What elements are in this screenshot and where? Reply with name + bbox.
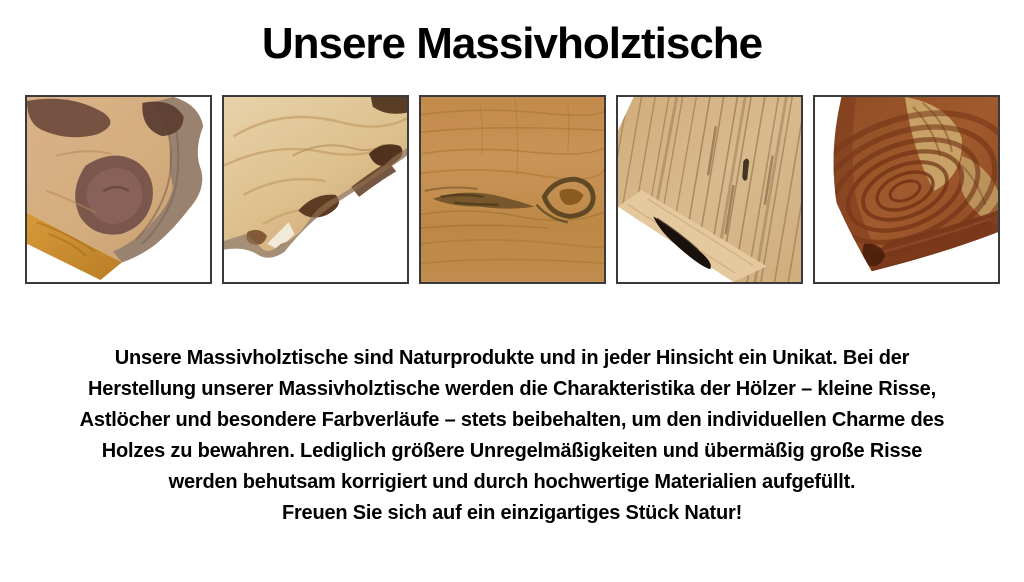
- description-line-1: Unsere Massivholztische sind Naturprodukte und in jeder Hinsicht ein Unikat. Bei der: [114, 347, 910, 369]
- wood-image-1: [25, 95, 212, 284]
- description-line-3: Astlöcher und besondere Farbverläufe – stets beibehalten, um den individuellen Charme des: [79, 409, 945, 431]
- description-line-6: Freuen Sie sich auf ein einzigartiges Stück Natur!: [281, 502, 743, 524]
- wood-image-4: [616, 95, 803, 284]
- product-info-page: [0, 16, 1024, 582]
- description-text: [0, 343, 1024, 529]
- page-title: Unsere Massivholztische: [261, 19, 763, 68]
- image-gallery: [0, 95, 1024, 284]
- description-line-4: Holzes zu bewahren. Lediglich größere Unregelmäßigkeiten und übermäßig große Risse: [101, 440, 923, 462]
- wood-image-5: [813, 95, 1000, 284]
- wood-corner-rosewood-photo: [815, 97, 998, 282]
- description-line-2: Herstellung unserer Massivholztische werden die Charakteristika der Hölzer – kleine Risse,: [88, 378, 936, 400]
- wood-image-2: [222, 95, 409, 284]
- wood-rough-sawn-crack-photo: [618, 97, 801, 282]
- wood-live-edge-light-photo: [224, 97, 407, 282]
- wood-grain-closeup-photo: [421, 97, 604, 282]
- wood-corner-dark-knots-photo: [27, 97, 210, 282]
- description-line-5: werden behutsam korrigiert und durch hochwertige Materialien aufgefüllt.: [168, 471, 856, 493]
- wood-image-3: [419, 95, 606, 284]
